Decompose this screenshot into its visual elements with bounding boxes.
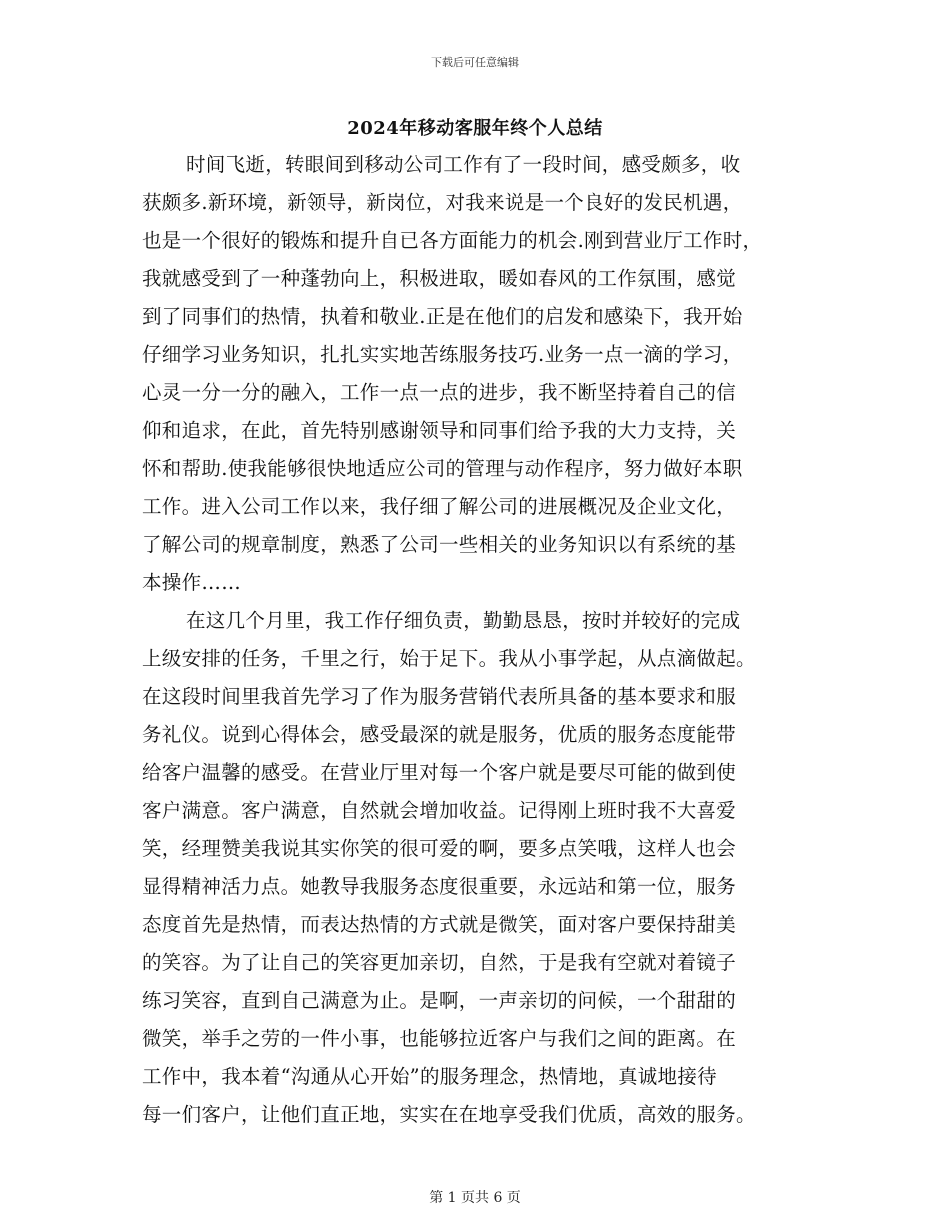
text-line: 在这段时间里我首先学习了作为服务营销代表所具备的基本要求和服 bbox=[142, 685, 737, 708]
document-title: 2024年移动客服年终个人总结 bbox=[347, 118, 603, 139]
text-line: 了解公司的规章制度，熟悉了公司一些相关的业务知识以有系统的基 bbox=[142, 533, 737, 556]
text-line: 本操作…… bbox=[142, 571, 241, 594]
text-line: 笑，经理赞美我说其实你笑的很可爱的啊，要多点笑哦，这样人也会 bbox=[142, 837, 737, 860]
text-line: 每一们客户，让他们直正地，实实在在地享受我们优质，高效的服务。 bbox=[142, 1103, 756, 1126]
text-line: 练习笑容，直到自己满意为止。是啊，一声亲切的问候，一个甜甜的 bbox=[142, 989, 737, 1012]
header-note: 下载后可任意编辑 bbox=[431, 56, 519, 69]
text-line: 的笑容。为了让自己的笑容更加亲切，自然，于是我有空就对着镜子 bbox=[142, 951, 737, 974]
text-line: 显得精神活力点。她教导我服务态度很重要，永远站和第一位，服务 bbox=[142, 875, 737, 898]
paragraph-1 bbox=[142, 146, 842, 602]
paragraph-2 bbox=[142, 602, 842, 1134]
text-line: 务礼仪。说到心得体会，感受最深的就是服务，优质的服务态度能带 bbox=[142, 723, 737, 746]
text-line: 怀和帮助.使我能够很快地适应公司的管理与动作程序，努力做好本职 bbox=[142, 457, 743, 480]
text-line: 工作中，我本着“沟通从心开始”的服务理念，热情地，真诚地接待 bbox=[142, 1065, 717, 1088]
text-line: 获颇多.新环境，新领导，新岗位，对我来说是一个良好的发民机遇， bbox=[142, 191, 743, 214]
text-line: 我就感受到了一种蓬勃向上，积极进取，暖如春风的工作氛围，感觉 bbox=[142, 267, 737, 290]
page-footer: 第 1 页共 6 页 bbox=[429, 1190, 521, 1206]
document-body bbox=[142, 146, 842, 1134]
text-line: 客户满意。客户满意，自然就会增加收益。记得刚上班时我不大喜爱 bbox=[142, 799, 737, 822]
text-line: 工作。进入公司工作以来，我仔细了解公司的进展概况及企业文化， bbox=[142, 495, 737, 518]
text-line: 仰和追求，在此，首先特别感谢领导和同事们给予我的大力支持，关 bbox=[142, 419, 737, 442]
text-line: 也是一个很好的锻炼和提升自已各方面能力的机会.刚到营业厅工作时， bbox=[142, 229, 763, 252]
text-line: 微笑，举手之劳的一件小事，也能够拉近客户与我们之间的距离。在 bbox=[142, 1027, 737, 1050]
text-line: 在这几个月里，我工作仔细负责，勤勤恳恳，按时并较好的完成 bbox=[186, 609, 741, 632]
text-line: 时间飞逝，转眼间到移动公司工作有了一段时间，感受颇多，收 bbox=[186, 153, 741, 176]
text-line: 给客户温馨的感受。在营业厅里对每一个客户就是要尽可能的做到使 bbox=[142, 761, 737, 784]
text-line: 到了同事们的热情，执着和敬业.正是在他们的启发和感染下，我开始 bbox=[142, 305, 743, 328]
text-line: 仔细学习业务知识，扎扎实实地苦练服务技巧.业务一点一滴的学习， bbox=[142, 343, 743, 366]
text-line: 上级安排的任务，千里之行，始于足下。我从小事学起，从点滴做起。 bbox=[142, 647, 756, 670]
text-line: 心灵一分一分的融入，工作一点一点的进步，我不断坚持着自己的信 bbox=[142, 381, 737, 404]
text-line: 态度首先是热情，而表达热情的方式就是微笑，面对客户要保持甜美 bbox=[142, 913, 737, 936]
